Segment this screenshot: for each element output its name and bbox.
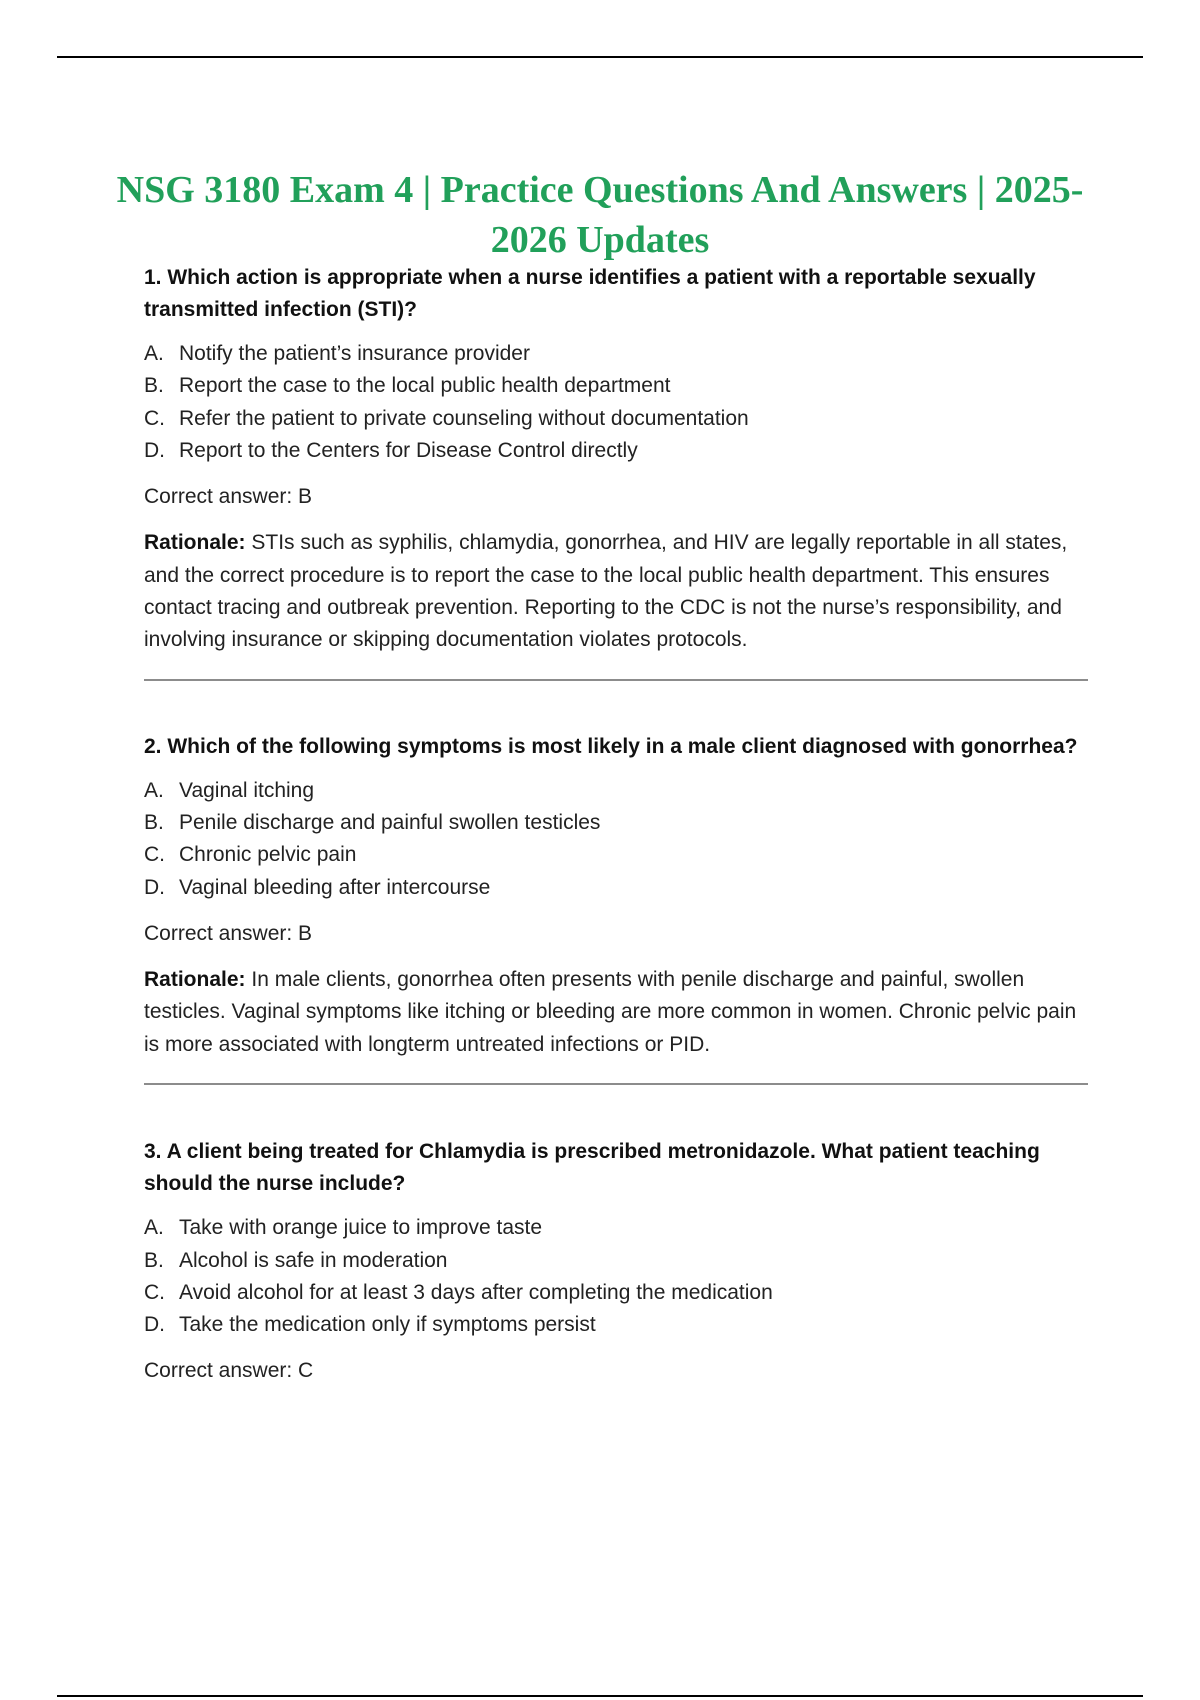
question-2 bbox=[144, 731, 1088, 1085]
option-letter: C. bbox=[144, 406, 165, 430]
option-text: Avoid alcohol for at least 3 days after completing the medication bbox=[179, 1280, 773, 1304]
option-letter: A. bbox=[144, 778, 164, 802]
question-1 bbox=[144, 262, 1088, 681]
correct-answer: Correct answer: B bbox=[144, 485, 313, 509]
top-rule bbox=[57, 56, 1143, 58]
section-divider bbox=[144, 1083, 1088, 1085]
page-title: NSG 3180 Exam 4 | Practice Questions And Answers | 2025-2026 Updates bbox=[116, 169, 1084, 262]
option-c bbox=[144, 839, 1088, 871]
option-letter: D. bbox=[144, 1313, 165, 1337]
option-c bbox=[144, 403, 1088, 435]
option-letter: D. bbox=[144, 438, 165, 462]
correct-answer: Correct answer: C bbox=[144, 1359, 314, 1383]
option-text: Vaginal bleeding after intercourse bbox=[179, 875, 491, 899]
option-letter: D. bbox=[144, 875, 165, 899]
rationale-text: STIs such as syphilis, chlamydia, gonorrhea, and HIV are legally reportable in all states, and the correct procedure is to report the case to the local public health department. This ensures contact tracing and outbreak prevention. Reporting to the CDC is not the nurse’s responsibility, and involving insurance or skipping documentation violates protocols. bbox=[144, 531, 1068, 652]
question-prompt: 3. A client being treated for Chlamydia is prescribed metronidazole. What patient teaching should the nurse include? bbox=[144, 1140, 1040, 1196]
rationale bbox=[144, 964, 1088, 1061]
answer-options bbox=[144, 775, 1088, 904]
option-text: Take the medication only if symptoms persist bbox=[179, 1313, 596, 1337]
option-d bbox=[144, 872, 1088, 904]
option-d bbox=[144, 1309, 1088, 1341]
answer-options bbox=[144, 1212, 1088, 1341]
rationale bbox=[144, 527, 1088, 657]
option-text: Report the case to the local public health department bbox=[179, 374, 671, 398]
option-text: Chronic pelvic pain bbox=[179, 843, 357, 867]
rationale-label: Rationale: bbox=[144, 968, 246, 991]
option-d bbox=[144, 435, 1088, 467]
option-b bbox=[144, 1245, 1088, 1277]
option-text: Take with orange juice to improve taste bbox=[179, 1216, 543, 1240]
section-divider bbox=[144, 679, 1088, 681]
bottom-rule bbox=[57, 1695, 1143, 1697]
correct-answer: Correct answer: B bbox=[144, 922, 313, 945]
question-prompt: 1. Which action is appropriate when a nurse identifies a patient with a reportable sexually transmitted infection (STI)? bbox=[144, 266, 1036, 321]
option-a bbox=[144, 775, 1088, 807]
option-a bbox=[144, 338, 1088, 370]
option-letter: A. bbox=[144, 1216, 164, 1240]
option-text: Penile discharge and painful swollen testicles bbox=[179, 811, 601, 835]
option-letter: C. bbox=[144, 1280, 165, 1304]
option-text: Vaginal itching bbox=[179, 778, 315, 802]
option-letter: B. bbox=[144, 1248, 164, 1272]
option-letter: B. bbox=[144, 374, 164, 398]
option-letter: C. bbox=[144, 843, 165, 867]
option-text: Refer the patient to private counseling without documentation bbox=[179, 406, 749, 430]
document-body bbox=[144, 262, 1088, 1401]
option-text: Notify the patient’s insurance provider bbox=[179, 342, 530, 365]
option-b bbox=[144, 807, 1088, 839]
option-letter: A. bbox=[144, 342, 164, 365]
rationale-text: In male clients, gonorrhea often presents with penile discharge and painful, swollen testicles. Vaginal symptoms like itching or bleeding are more common in women. Chronic pelvic pain is more associated with longterm untreated infections or PID. bbox=[144, 968, 1077, 1056]
question-3 bbox=[144, 1136, 1088, 1387]
question-prompt: 2. Which of the following symptoms is most likely in a male client diagnosed with gonorrhea? bbox=[144, 734, 1078, 758]
rationale-label: Rationale: bbox=[144, 531, 246, 555]
answer-options bbox=[144, 338, 1088, 467]
option-a bbox=[144, 1212, 1088, 1244]
option-letter: B. bbox=[144, 811, 164, 835]
option-b bbox=[144, 370, 1088, 402]
option-c bbox=[144, 1277, 1088, 1309]
option-text: Report to the Centers for Disease Control directly bbox=[179, 438, 638, 462]
option-text: Alcohol is safe in moderation bbox=[179, 1248, 448, 1272]
